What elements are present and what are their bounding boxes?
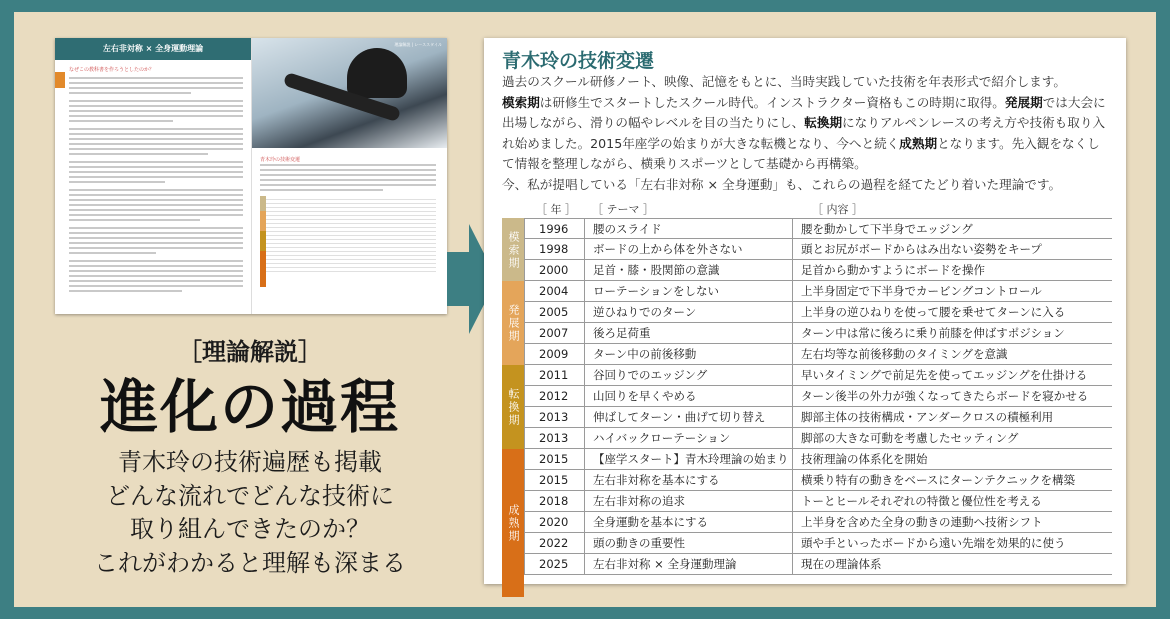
phase-label: 発展期 [502, 281, 524, 366]
spread-tab-marker [55, 72, 65, 88]
theme-cell: ターン中の前後移動 [584, 344, 792, 365]
desc-cell: 早いタイミングで前足先を使ってエッジングを仕掛ける [792, 365, 1112, 386]
intro-sentence: となります。先入観をなくして情報を整理しながら、横乗りスポーツとして基礎から再構築。 [502, 135, 1100, 171]
theme-cell: ローテーションをしない [584, 281, 792, 302]
theme-cell: 逆ひねりでのターン [584, 302, 792, 323]
theme-cell: 腰のスライド [584, 219, 792, 240]
phase-term: 発展期 [1004, 94, 1043, 110]
theme-cell: 足首・膝・股関節の意識 [584, 260, 792, 281]
theme-cell: 【座学スタート】青木玲理論の始まり [584, 449, 792, 470]
theme-cell: ボードの上から体を外さない [584, 239, 792, 260]
desc-cell: 左右均等な前後移動のタイミングを意識 [792, 344, 1112, 365]
theme-cell: 左右非対称 × 全身運動理論 [584, 554, 792, 575]
table-row [502, 239, 1112, 260]
desc-cell: 横乗り特有の動きをベースにターンテクニックを構築 [792, 470, 1112, 491]
intro-p1: 過去のスクール研修ノート、映像、記憶をもとに、当時実践していた技術を年表形式で紹介します。 [502, 74, 1066, 89]
history-page [484, 38, 1126, 584]
phase-term: 成熟期 [899, 135, 938, 151]
year-cell: 2013 [524, 407, 584, 428]
table-row [502, 323, 1112, 344]
theme-cell: 左右非対称の追求 [584, 491, 792, 512]
desc-cell: 上半身を含めた全身の動きの連動へ技術シフト [792, 512, 1112, 533]
desc-cell: 脚部主体の技術構成・アンダークロスの積極利用 [792, 407, 1112, 428]
desc-cell: 脚部の大きな可動を考慮したセッティング [792, 428, 1112, 449]
spread-subheading: なぜこの教科書を作ろうとしたのか？ [69, 67, 155, 73]
intro-text [502, 72, 1110, 195]
column-header-desc: ［ 内容 ］ [812, 203, 863, 216]
promo-line: どんな流れでどんな技術に [106, 481, 394, 510]
table-row [502, 344, 1112, 365]
desc-cell: トーとヒールそれぞれの特徴と優位性を考える [792, 491, 1112, 512]
theme-cell: ハイバックローテーション [584, 428, 792, 449]
phase-label: 転換期 [502, 365, 524, 450]
table-row [502, 470, 1112, 491]
theme-cell: 伸ばしてターン・曲げて切り替え [584, 407, 792, 428]
theme-cell: 左右非対称を基本にする [584, 470, 792, 491]
promo-line: これがわかると理解も深まる [94, 548, 406, 577]
desc-cell: 上半身の逆ひねりを使って腰を乗せてターンに入る [792, 302, 1112, 323]
mini-phase-bar [260, 251, 266, 287]
year-cell: 2005 [524, 302, 584, 323]
desc-cell: 上半身固定で下半身でカービングコントロール [792, 281, 1112, 302]
year-cell: 2015 [524, 449, 584, 470]
table-row [502, 449, 1112, 470]
snowboard-photo [252, 38, 447, 148]
theme-cell: 後ろ足荷重 [584, 323, 792, 344]
page-title: 青木玲の技術変遷 [502, 50, 655, 72]
spread-header: 左右非対称 × 全身運動理論 [55, 38, 251, 60]
year-cell: 1998 [524, 239, 584, 260]
table-row [502, 512, 1112, 533]
phase-term: 模索期 [502, 94, 540, 110]
table-row [502, 491, 1112, 512]
rider-figure [347, 48, 407, 98]
mini-phase-bar [260, 211, 266, 231]
promo-line: 青木玲の技術遍歴も掲載 [118, 448, 382, 476]
spread-right-page [251, 38, 447, 314]
table-row [502, 407, 1112, 428]
year-cell: 2011 [524, 365, 584, 386]
year-cell: 2007 [524, 323, 584, 344]
year-cell: 2004 [524, 281, 584, 302]
column-header-year: ［ 年 ］ [536, 203, 576, 216]
desc-cell: 足首から動かすようにボードを操作 [792, 260, 1112, 281]
year-cell: 2020 [524, 512, 584, 533]
theme-cell: 谷回りでのエッジング [584, 365, 792, 386]
year-cell: 2009 [524, 344, 584, 365]
table-row [502, 302, 1112, 323]
mini-phase-bar [260, 231, 266, 251]
phase-term: 転換期 [804, 115, 843, 130]
section-label: ［理論解説］ [178, 338, 322, 366]
phase-label: 模索期 [502, 218, 524, 282]
theme-cell: 頭の動きの重要性 [584, 533, 792, 554]
desc-cell: 腰を動かして下半身でエッジング [792, 219, 1112, 240]
table-row [502, 428, 1112, 449]
year-cell: 2025 [524, 554, 584, 575]
mini-phase-bar [260, 196, 266, 211]
year-cell: 2013 [524, 428, 584, 449]
column-header-theme: ［ テーマ ］ [592, 203, 654, 216]
timeline-table [502, 218, 1112, 575]
table-row [502, 260, 1112, 281]
desc-cell: 頭とお尻がボードからはみ出ない姿勢をキープ [792, 239, 1112, 260]
desc-cell: 現在の理論体系 [792, 554, 1112, 575]
year-cell: 2022 [524, 533, 584, 554]
book-spread-thumbnail [55, 38, 447, 314]
table-row [502, 218, 1112, 239]
year-cell: 2015 [524, 470, 584, 491]
intro-p3: 今、私が提唱している「左右非対称 × 全身運動」も、これらの過程を経てたどり着いた理論です。 [502, 176, 1062, 192]
photo-label: 理論解説 | レーススタイル [394, 42, 442, 47]
intro-sentence: は研修生でスタートしたスクール時代。インストラクター資格もこの時期に取得。 [539, 94, 1005, 110]
desc-cell: 技術理論の体系化を開始 [792, 449, 1112, 470]
phase-label: 成熟期 [502, 449, 524, 597]
spread-right-text [260, 164, 436, 194]
spread-left-page [55, 38, 251, 314]
table-row [502, 386, 1112, 407]
theme-cell: 全身運動を基本にする [584, 512, 792, 533]
intro-sentence: になりアルペンレースの考え方や技術も取り入れ始めました。2015年座学の始まりが大きな転機となり、今へと続く [502, 115, 1106, 151]
desc-cell: ターン中は常に後ろに乗り前膝を伸ばすポジション [792, 323, 1112, 344]
table-row [502, 281, 1112, 302]
spread-body-text [69, 77, 243, 292]
year-cell: 2000 [524, 260, 584, 281]
promo-text [0, 446, 500, 580]
theme-cell: 山回りを早くやめる [584, 386, 792, 407]
year-cell: 2012 [524, 386, 584, 407]
promo-line: 取り組んできたのか？ [130, 515, 370, 543]
promo-title: 進化の過程 [99, 373, 400, 441]
intro-sentence: では大会に出場しながら、滑りの幅やレベルを目の当たりにし、 [502, 94, 1106, 130]
table-row [502, 365, 1112, 386]
table-row [502, 533, 1112, 554]
spread-mini-table [260, 196, 436, 272]
table-row [502, 554, 1112, 575]
desc-cell: 頭や手といったボードから遠い先端を効果的に使う [792, 533, 1112, 554]
year-cell: 1996 [524, 219, 584, 240]
desc-cell: ターン後半の外力が強くなってきたらボードを寝かせる [792, 386, 1112, 407]
year-cell: 2018 [524, 491, 584, 512]
spread-right-caption: 青木玲の技術変遷 [260, 157, 301, 163]
